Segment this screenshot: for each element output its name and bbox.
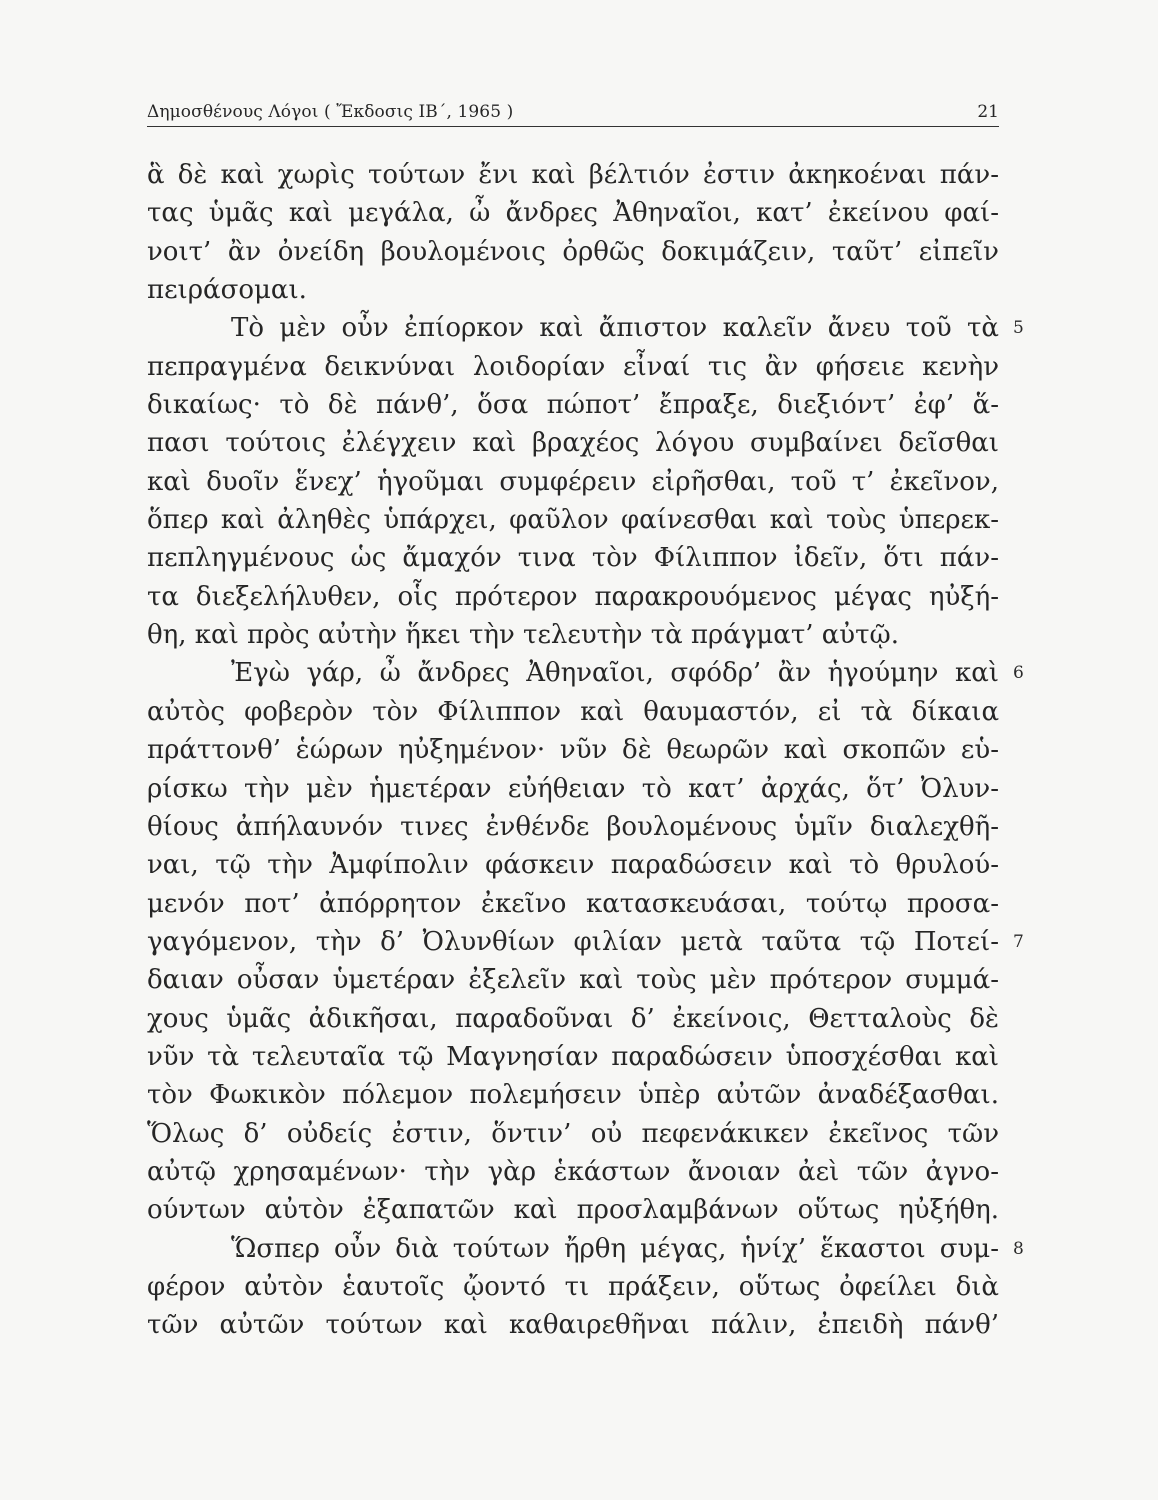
line-text: Ὥσπερ οὖν διὰ τούτων ἤρθη μέγας, ἡνίχ’ ἕκαστοι συμ-: [231, 1233, 999, 1264]
text-line: [147, 1038, 999, 1076]
line-text: μενόν ποτ’ ἀπόρρητον ἐκεῖνο κατασκευάσαι, τούτῳ προσα-: [147, 888, 999, 919]
line-text: τας ὑμᾶς καὶ μεγάλα, ὦ ἄνδρες Ἀθηναῖοι, κατ’ ἐκείνου φαί-: [147, 198, 999, 229]
text-line: [147, 1230, 1024, 1268]
line-text: τῶν αὐτῶν τούτων καὶ καθαιρεθῆναι πάλιν, ἐπειδὴ πάνθ’: [147, 1310, 999, 1341]
text-line: [147, 961, 999, 999]
text-line: [147, 309, 1024, 347]
running-header: [147, 102, 999, 127]
line-text: τὸν Φωκικὸν πόλεμον πολεμήσειν ὑπὲρ αὐτῶν ἀναδέξασθαι.: [147, 1080, 999, 1111]
text-line: [147, 885, 999, 923]
text-line: [147, 1076, 999, 1114]
text-line: [147, 1115, 999, 1153]
main-text: [147, 156, 1024, 1345]
text-line: [147, 271, 999, 309]
section-number: 7: [1013, 931, 1024, 952]
page-number: 21: [977, 102, 999, 122]
text-line: [147, 386, 999, 424]
text-line: [147, 1191, 999, 1229]
line-text: Τὸ μὲν οὖν ἐπίορκον καὶ ἄπιστον καλεῖν ἄνευ τοῦ τὰ: [231, 313, 999, 344]
line-text: ρίσκω τὴν μὲν ἡμετέραν εὐήθειαν τὸ κατ’ ἀρχάς, ὅτ’ Ὀλυν-: [147, 773, 999, 804]
text-line: [147, 770, 999, 808]
text-line: [147, 1153, 999, 1191]
text-line: [147, 424, 999, 462]
text-line: [147, 923, 1024, 961]
text-line: [147, 233, 999, 271]
line-text: καὶ δυοῖν ἕνεχ’ ἡγοῦμαι συμφέρειν εἰρῆσθαι, τοῦ τ’ ἐκεῖνον,: [147, 466, 999, 497]
line-text: αὐτὸς φοβερὸν τὸν Φίλιππον καὶ θαυμαστόν, εἰ τὰ δίκαια: [147, 696, 999, 727]
line-text: πεπραγμένα δεικνύναι λοιδορίαν εἶναί τις ἂν φήσειε κενὴν: [147, 351, 999, 382]
line-text: Ὅλως δ’ οὐδείς ἐστιν, ὅντιν’ οὐ πεφενάκικεν ἐκεῖνος τῶν: [147, 1118, 999, 1149]
section-number: 5: [1013, 318, 1024, 339]
line-text: πράττονθ’ ἑώρων ηὐξημένον· νῦν δὲ θεωρῶν καὶ σκοπῶν εὑ-: [147, 735, 999, 766]
line-text: δικαίως· τὸ δὲ πάνθ’, ὅσα πώποτ’ ἔπραξε, διεξιόντ’ ἐφ’ ἅ-: [147, 390, 999, 421]
header-title: Δημοσθένους Λόγοι ( Ἔκδοσις ΙΒ΄, 1965 ): [147, 102, 514, 122]
text-line: [147, 808, 999, 846]
line-text: πεπληγμένους ὡς ἄμαχόν τινα τὸν Φίλιππον ἰδεῖν, ὅτι πάν-: [147, 543, 999, 574]
text-line: [147, 654, 1024, 692]
text-line: [147, 156, 999, 194]
line-text: γαγόμενον, τὴν δ’ Ὀλυνθίων φιλίαν μετὰ ταῦτα τῷ Ποτεί-: [147, 926, 999, 957]
line-text: πασι τούτοις ἐλέγχειν καὶ βραχέος λόγου συμβαίνει δεῖσθαι: [147, 428, 999, 459]
text-line: [147, 348, 999, 386]
text-line: [147, 578, 999, 616]
text-line: [147, 693, 999, 731]
section-number: 8: [1013, 1238, 1024, 1259]
section-number: 6: [1013, 663, 1024, 684]
line-text: χους ὑμᾶς ἀδικῆσαι, παραδοῦναι δ’ ἐκείνοις, Θετταλοὺς δὲ: [147, 1003, 999, 1034]
text-line: [147, 1000, 999, 1038]
text-line: [147, 539, 999, 577]
line-text: Ἐγὼ γάρ, ὦ ἄνδρες Ἀθηναῖοι, σφόδρ’ ἂν ἡγούμην καὶ: [231, 658, 999, 689]
line-text: τα διεξελήλυθεν, οἷς πρότερον παρακρουόμενος μέγας ηὐξή-: [147, 581, 999, 612]
text-line: [147, 463, 999, 501]
line-text: ἃ δὲ καὶ χωρὶς τούτων ἔνι καὶ βέλτιόν ἐστιν ἀκηκοέναι πάν-: [147, 160, 999, 190]
line-text: νοιτ’ ἂν ὀνείδη βουλομένοις ὀρθῶς δοκιμάζειν, ταῦτ’ εἰπεῖν: [147, 236, 999, 267]
line-text: ναι, τῷ τὴν Ἀμφίπολιν φάσκειν παραδώσειν καὶ τὸ θρυλού-: [147, 850, 999, 881]
line-text: θη, καὶ πρὸς αὐτὴν ἥκει τὴν τελευτὴν τὰ πράγματ’ αὐτῷ.: [147, 620, 899, 651]
line-text: ὅπερ καὶ ἀληθὲς ὑπάρχει, φαῦλον φαίνεσθαι καὶ τοὺς ὑπερεκ-: [147, 505, 999, 536]
text-line: [147, 616, 999, 654]
line-text: ούντων αὐτὸν ἐξαπατῶν καὶ προσλαμβάνων οὕτως ηὐξήθη.: [147, 1195, 999, 1226]
line-text: θίους ἀπήλαυνόν τινες ἐνθένδε βουλομένους ὑμῖν διαλεχθῆ-: [147, 811, 999, 842]
text-line: [147, 501, 999, 539]
line-text: νῦν τὰ τελευταῖα τῷ Μαγνησίαν παραδώσειν ὑποσχέσθαι καὶ: [147, 1041, 999, 1072]
line-text: πειράσομαι.: [147, 275, 307, 306]
text-line: [147, 1306, 999, 1344]
text-line: [147, 846, 999, 884]
line-text: αὐτῷ χρησαμένων· τὴν γὰρ ἑκάστων ἄνοιαν ἀεὶ τῶν ἀγνο-: [147, 1156, 999, 1187]
line-text: φέρον αὐτὸν ἑαυτοῖς ᾤοντό τι πράξειν, οὕτως ὀφείλει διὰ: [147, 1271, 999, 1302]
text-line: [147, 731, 999, 769]
text-line: [147, 194, 999, 232]
line-text: δαιαν οὖσαν ὑμετέραν ἐξελεῖν καὶ τοὺς μὲν πρότερον συμμά-: [147, 965, 999, 996]
text-line: [147, 1268, 999, 1306]
